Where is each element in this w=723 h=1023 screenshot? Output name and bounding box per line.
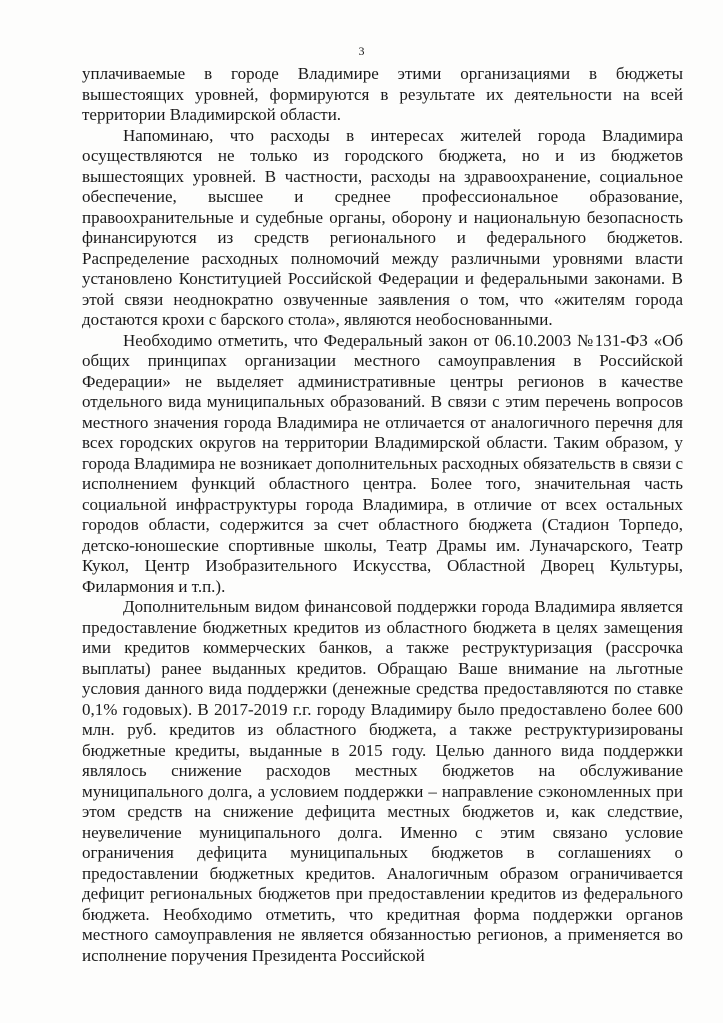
paragraph-budget-credits: Дополнительным видом финансовой поддержки города Владимира является предоставление бюджетных кредитов из областного бюджета в целях замещения ими кредитов коммерческих банков, а также реструктуризация (рассрочка выплаты) ранее выданных кредитов. Обращаю Ваше внимание на льготные условия данного вида поддержки (денежные средства предоставляются по ставке 0,1% годовых). В 2017-2019 г.г. городу Владимиру было предоставлено более 600 млн. руб. кредитов из областного бюджета, а также реструктуризированы бюджетные кредиты, выданные в 2015 году. Целью данного вида поддержки являлось снижение расходов местных бюджетов на обслуживание муниципального долга, а условием поддержки – направление сэкономленных при этом средств на снижение дефицита местных бюджетов и, как следствие, неувеличение муниципального долга. Именно с этим связано условие ограничения дефицита муниципальных бюджетов в соглашениях о предоставлении бюджетных кредитов. Аналогичным образом ограничивается дефицит региональных бюджетов при предоставлении кредитов из федерального бюджета. Необходимо отметить, что кредитная форма поддержки органов местного самоуправления не является обязанностью регионов, а применяется во исполнение поручения Президента Российской (82, 597, 683, 965)
paragraph-continuation: уплачиваемые в городе Владимире этими организациями в бюджеты вышестоящих уровней, формируются в результате их деятельности на всей территории Владимирской области. (82, 64, 683, 124)
paragraph-federal-law: Необходимо отметить, что Федеральный закон от 06.10.2003 №131-ФЗ «Об общих принципах организации местного самоуправления в Российской Федерации» не выделяет административные центры регионов в качестве отдельного вида муниципальных образований. В связи с этим перечень вопросов местного значения города Владимира не отличается от аналогичного перечня для всех городских округов на территории Владимирской области. Таким образом, у города Владимира не возникает дополнительных расходных обязательств в связи с исполнением функций областного центра. Более того, значительная часть социальной инфраструктуры города Владимира, в отличие от всех остальных городов области, содержится за счет областного бюджета (Стадион Торпедо, детско-юношеские спортивные школы, Театр Драмы им. Луначарского, Театр Кукол, Центр Изобразительного Искусства, Областной Дворец Культуры, Филармония и т.п.). (82, 330, 683, 596)
paragraph-expenses: Напоминаю, что расходы в интересах жителей города Владимира осуществляются не только из городского бюджета, но и из бюджетов вышестоящих уровней. В частности, расходы на здравоохранение, социальное обеспечение, высшее и среднее профессиональное образование, правоохранительные и судебные органы, оборону и национальную безопасность финансируются из средств регионального и федерального бюджетов. Распределение расходных полномочий между различными уровнями власти установлено Конституцией Российской Федерации и федеральными законами. В этой связи неоднократно озвученные заявления о том, что «жителям города достаются крохи с барского стола», являются необоснованными. (82, 125, 683, 329)
document-body (82, 64, 683, 966)
page-number: 3 (358, 44, 365, 58)
